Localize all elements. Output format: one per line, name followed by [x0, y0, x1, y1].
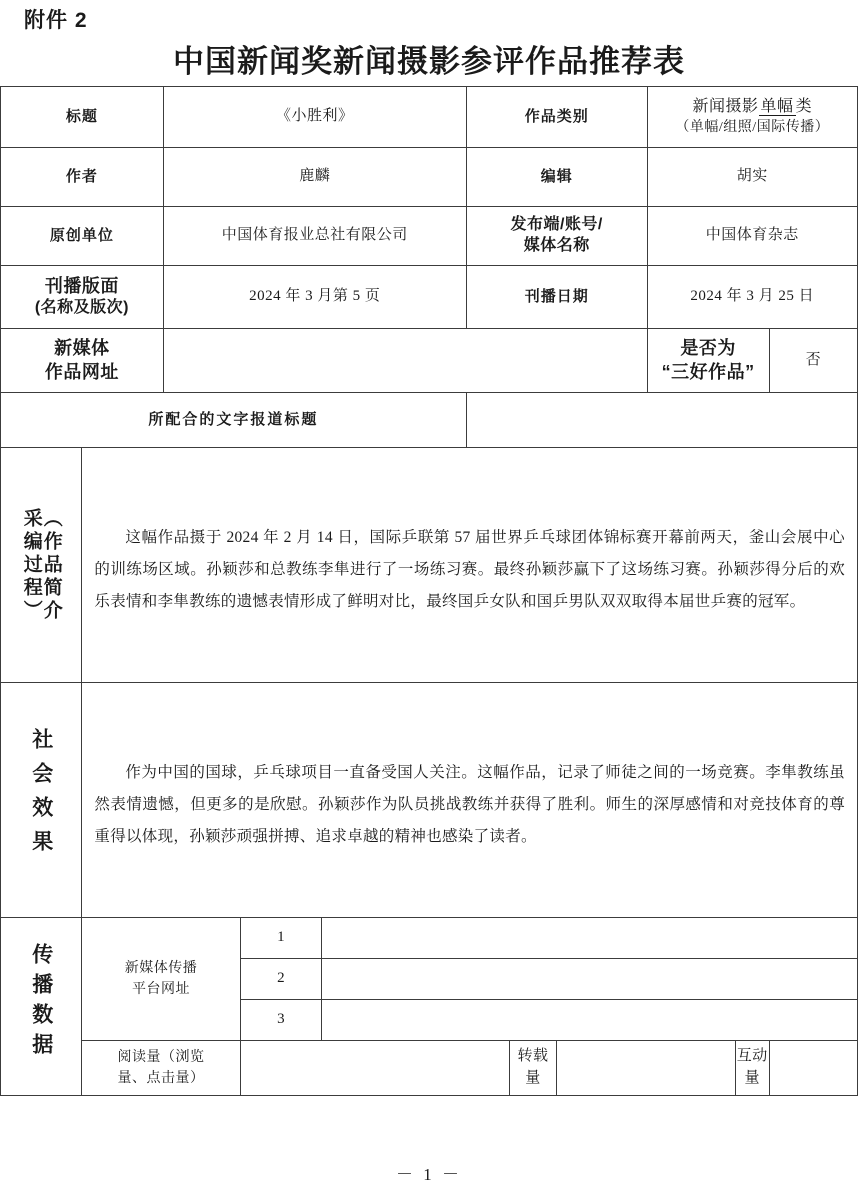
- social-effect-label-cell: [1, 683, 82, 918]
- publish-value[interactable]: 2024 年 3 月第 5 页: [163, 266, 466, 329]
- publish-label-line1: 刊播版面: [44, 275, 119, 296]
- platform-label-cell: [466, 207, 647, 266]
- three-good-value[interactable]: 否: [769, 329, 857, 393]
- recommendation-form-table: [0, 86, 858, 1096]
- dissemination-label: 传播数据: [29, 942, 53, 1063]
- title-label: 标题: [1, 87, 164, 148]
- table-row-newmedia-url: [1, 329, 858, 393]
- unit-value[interactable]: 中国体育报业总社有限公司: [163, 207, 466, 266]
- work-intro-text-cell[interactable]: [82, 448, 858, 683]
- reading-value[interactable]: [240, 1041, 509, 1096]
- platform-url-label-line1: 新媒体传播: [124, 961, 198, 976]
- category-value-underlined: 单幅: [760, 98, 794, 116]
- social-effect-text-cell[interactable]: [82, 683, 858, 918]
- page-number: － 1 －: [396, 1165, 462, 1184]
- table-row-social-effect: [1, 683, 858, 918]
- platform-url-label-line2: 平台网址: [132, 982, 191, 997]
- reading-label-line2: 量、点击量）: [117, 1071, 205, 1086]
- newmedia-url-value[interactable]: [163, 329, 647, 393]
- interaction-value[interactable]: [769, 1041, 857, 1096]
- author-value[interactable]: 鹿麟: [163, 148, 466, 207]
- companion-title-value[interactable]: [466, 393, 857, 448]
- table-row-companion-title: [1, 393, 858, 448]
- title-value[interactable]: 《小胜利》: [163, 87, 466, 148]
- table-row-metrics: [1, 1041, 858, 1096]
- social-effect-text: 作为中国的国球，乒乓球项目一直备受国人关注。这幅作品，记录了师徒之间的一场竞赛。李隼教练虽然表情遗憾，但更多的是欣慰。孙颖莎作为队员挑战教练并获得了胜利。师生的深厚感情和对竞技体育的尊重得以体现，孙颖莎顽强拼搏、追求卓越的精神也感染了读者。: [94, 764, 845, 845]
- category-label: 作品类别: [466, 87, 647, 148]
- work-intro-text: 这幅作品摄于 2024 年 2 月 14 日，国际乒联第 57 届世界乒乓球团体锦标赛开幕前两天，釜山会展中心的训练场区域。孙颖莎和总教练李隼进行了一场练习赛。最终孙颖莎赢下了这场练习赛。孙颖莎得分后的欢乐表情和李隼教练的遗憾表情形成了鲜明对比，最终国乒女队和国乒男队双双取得本届世乒赛的冠军。: [94, 529, 845, 610]
- category-value-cell[interactable]: [647, 87, 857, 148]
- editor-label: 编辑: [466, 148, 647, 207]
- work-intro-label-col-right: （作品简介: [40, 507, 62, 623]
- category-value-prefix: 新闻摄影: [692, 98, 759, 116]
- platform-value[interactable]: 中国体育杂志: [647, 207, 857, 266]
- platform-label-line2: 媒体名称: [523, 237, 590, 254]
- url-value-3[interactable]: [322, 1000, 858, 1041]
- url-value-2[interactable]: [322, 959, 858, 1000]
- social-effect-label: 社会效果: [29, 728, 53, 865]
- reading-label-line1: 阅读量（浏览: [117, 1050, 205, 1065]
- newmedia-url-label-line1: 新媒体: [54, 338, 110, 359]
- three-good-label-line1: 是否为: [680, 338, 736, 359]
- work-intro-label-cell: [1, 448, 82, 683]
- publish-label-line2: (名称及版次): [34, 299, 129, 317]
- table-row-unit: [1, 207, 858, 266]
- url-value-1[interactable]: [322, 918, 858, 959]
- url-index-2: 2: [240, 959, 321, 1000]
- table-row-title: [1, 87, 858, 148]
- table-row-work-intro: [1, 448, 858, 683]
- publish-date-label: 刊播日期: [466, 266, 647, 329]
- three-good-label-cell: [647, 329, 769, 393]
- repost-label: 转载量: [509, 1041, 556, 1096]
- category-hint: （单幅/组照/国际传播）: [675, 120, 830, 136]
- newmedia-url-label-cell: [1, 329, 164, 393]
- platform-url-label-cell: [82, 918, 240, 1041]
- interaction-label: 互动量: [735, 1041, 769, 1096]
- unit-label: 原创单位: [1, 207, 164, 266]
- author-label: 作者: [1, 148, 164, 207]
- reading-label-cell: [82, 1041, 240, 1096]
- editor-value[interactable]: 胡实: [647, 148, 857, 207]
- publish-date-value[interactable]: 2024 年 3 月 25 日: [647, 266, 857, 329]
- page-title: 中国新闻奖新闻摄影参评作品推荐表: [173, 44, 685, 79]
- platform-label-line1: 发布端/账号/: [510, 216, 603, 234]
- category-value-line1: [648, 95, 857, 118]
- table-row-author: [1, 148, 858, 207]
- attachment-label: 附件 2: [24, 9, 88, 32]
- work-intro-label-col-left: 采编过程）: [20, 507, 42, 623]
- publish-label-cell: [1, 266, 164, 329]
- url-index-3: 3: [240, 1000, 321, 1041]
- newmedia-url-label-line2: 作品网址: [44, 361, 119, 382]
- companion-title-label: 所配合的文字报道标题: [1, 393, 467, 448]
- three-good-label-line2: “三好作品”: [661, 361, 755, 382]
- dissemination-label-cell: [1, 918, 82, 1096]
- repost-value[interactable]: [557, 1041, 736, 1096]
- table-row-dissemination-url-1: [1, 918, 858, 959]
- category-value-suffix: 类: [795, 98, 813, 116]
- work-intro-vertical-label: [1, 448, 81, 682]
- url-index-1: 1: [240, 918, 321, 959]
- table-row-publish: [1, 266, 858, 329]
